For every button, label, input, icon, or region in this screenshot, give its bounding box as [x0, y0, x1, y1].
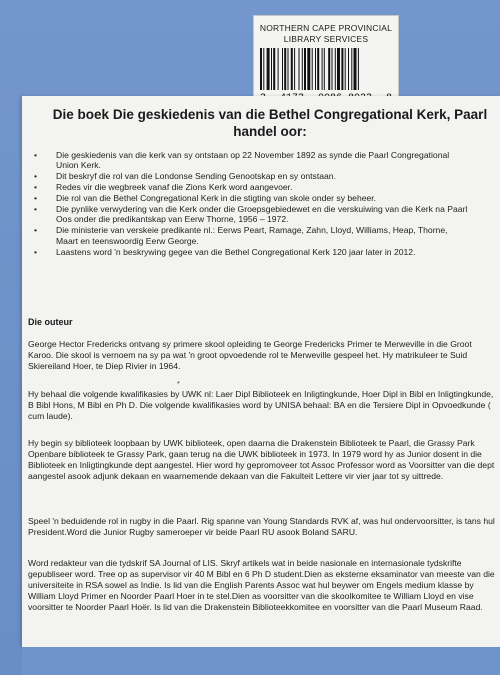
list-item-text: Laastens word 'n beskrywing gegee van die Bethel Congregational Kerk 120 jaar later in 2012.: [56, 246, 416, 257]
cover-bottom-strip: [22, 647, 500, 675]
list-item: [28, 225, 468, 246]
barcode-bar: [317, 48, 319, 90]
barcode-bar: [315, 48, 316, 90]
list-item: [28, 193, 468, 203]
list-item: [28, 247, 468, 257]
barcode-bar: [332, 48, 333, 90]
barcode-bar: [335, 48, 336, 90]
library-barcode-label: [253, 15, 399, 107]
author-paragraph: Hy behaal die volgende kwalifikasies by UWK nl: Laer Dipl Biblioteek en Inligtingkunde, Hoer Dipl in Bibl en Inligtingkunde, B Bibl Hons, M Bibl en Ph D. Die volgende kwalifikasies word by UNISA behaal: BA en die Tersiere Dipl in Opvoedkunde ( cum laude).: [28, 389, 494, 421]
barcode-bar: [328, 48, 330, 90]
blurb-page: [22, 96, 500, 647]
library-name-line1: NORTHERN CAPE PROVINCIAL: [259, 23, 393, 33]
list-item-text: Dit beskryf die rol van die Londonse Sending Genootskap en sy ontstaan.: [56, 171, 336, 182]
bullet-icon: •: [34, 193, 38, 204]
barcode-bar: [282, 48, 283, 90]
barcode-bar: [354, 48, 357, 90]
barcode-bar: [322, 48, 323, 90]
barcode-bar: [271, 48, 272, 90]
barcode-bar: [263, 48, 264, 90]
barcode-bar: [358, 48, 359, 90]
summary-bullet-list: [28, 150, 468, 258]
barcode-bar: [299, 48, 300, 90]
author-paragraph: Speel 'n beduidende rol in rugby in die Paarl. Rig spanne van Young Standards RVK af, was hul ondervoorsitter, is tans hul President.Word die Junior Rugby sameroeper vir beide Paarl RU asook Boland SARU.: [28, 516, 495, 537]
barcode-bar: [348, 48, 349, 90]
barcode-bar: [304, 48, 306, 90]
barcode-bar: [267, 48, 270, 90]
barcode-bar: [294, 48, 295, 90]
barcode-bar: [324, 48, 325, 90]
list-item: [28, 150, 468, 171]
list-item-text: Die rol van die Bethel Congregational Kerk in die stigting van skole onder sy beheer.: [56, 193, 377, 204]
list-item: [28, 182, 468, 192]
bullet-icon: •: [34, 171, 38, 182]
author-paragraph: Word redakteur van die tydskrif SA Journal of LIS. Skryf artikels wat in beide nasionale en internasionale tydskrifte gepubliseer word. Tree op as supervisor vir 40 M Bibl en 6 Ph D student.Dien as eksterne eksaminator van meeste van die universiteite in RSA sowel as Indie. Is lid van die English Parents Assoc wat hul beywer om Engels medium klasse by William Lloyd Primer en Noorder Paarl Hoer in te stel.Dien as voorsitter van die skoolkomitee te William Lloyd en vise voorsitter te Noorder Paarl Hoër. Is lid van die Drakenstein Biblioteekkomitee en voorsitter van die Paarl Museum Raad.: [28, 558, 495, 612]
author-paragraph: George Hector Fredericks ontvang sy primere skool opleiding te George Fredericks Primer te Merweville in die Groot Karoo. Die skool is vernoem na sy pa wat 'n groot opvoedende rol te Merweville gespeel het. Hy matrikuleer te Suid Skiereiland Hoer, te Diep Rivier in 1964.: [28, 339, 472, 371]
barcode-bar: [351, 48, 352, 90]
barcode-bar: [341, 48, 343, 90]
list-item-text: Die pynlike verwydering van die Kerk onder die Groepsgebiedewet en die verskuiwing van die Kerk na Paarl Oos onder die predikantskap van Eerw Thorne, 1956 – 1972.: [56, 204, 468, 225]
barcode-bar: [302, 48, 303, 90]
list-item-text: Die geskiedenis van die kerk van sy ontstaan op 22 November 1892 as synde die Paarl Congregational Union Kerk.: [56, 150, 450, 171]
list-item-text: Redes vir die wegbreek vanaf die Zions Kerk word aangevoer.: [56, 182, 293, 193]
book-summary-title: Die boek Die geskiedenis van die Bethel Congregational Kerk, Paarl handel oor:: [52, 107, 488, 139]
barcode-bar: [337, 48, 340, 90]
bullet-icon: •: [34, 150, 38, 160]
author-paragraph: Hy begin sy biblioteek loopbaan by UWK biblioteek, open daarna die Drakenstein Biblioteek te Paarl, die Grassy Park Openbare biblioteek te Grassy Park, gaan terug na die UWK biblioteek in 1973. In 1979 word hy as Junior dosent in die Biblioteek en Inligtingkunde dept aangestel. Hier word hy gepromoveer tot Assoc Professor word as Voorsitter van die dept aangestel asook adjunk dekaan en waarnemende dekaan van die Fakulteit Lettere vir vier jaar tot sy uittrede.: [28, 438, 495, 481]
bullet-icon: •: [34, 204, 38, 215]
barcode-bar: [260, 48, 262, 90]
barcode-image: [260, 48, 392, 90]
bullet-icon: •: [34, 182, 38, 193]
barcode-bar: [307, 48, 310, 90]
library-name-line2: LIBRARY SERVICES: [283, 34, 369, 44]
barcode-bar: [288, 48, 289, 90]
barcode-bar: [291, 48, 293, 90]
bullet-icon: •: [34, 225, 38, 236]
list-item: [28, 171, 468, 181]
list-item-text: Die ministerie van verskeie predikante nl.: Eerws Peart, Ramage, Zahn, Lloyd, Williams, Heap, Thorne, Maart en teenswoordig Eerw George.: [56, 225, 448, 246]
bullet-icon: •: [34, 246, 38, 257]
barcode-bar: [284, 48, 286, 90]
barcode-bar: [273, 48, 275, 90]
author-heading: Die outeur: [28, 317, 73, 327]
star-mark: *: [177, 381, 180, 388]
barcode-bar: [345, 48, 346, 90]
barcode-bar: [278, 48, 279, 90]
barcode-bar: [312, 48, 313, 90]
list-item: [28, 204, 468, 225]
